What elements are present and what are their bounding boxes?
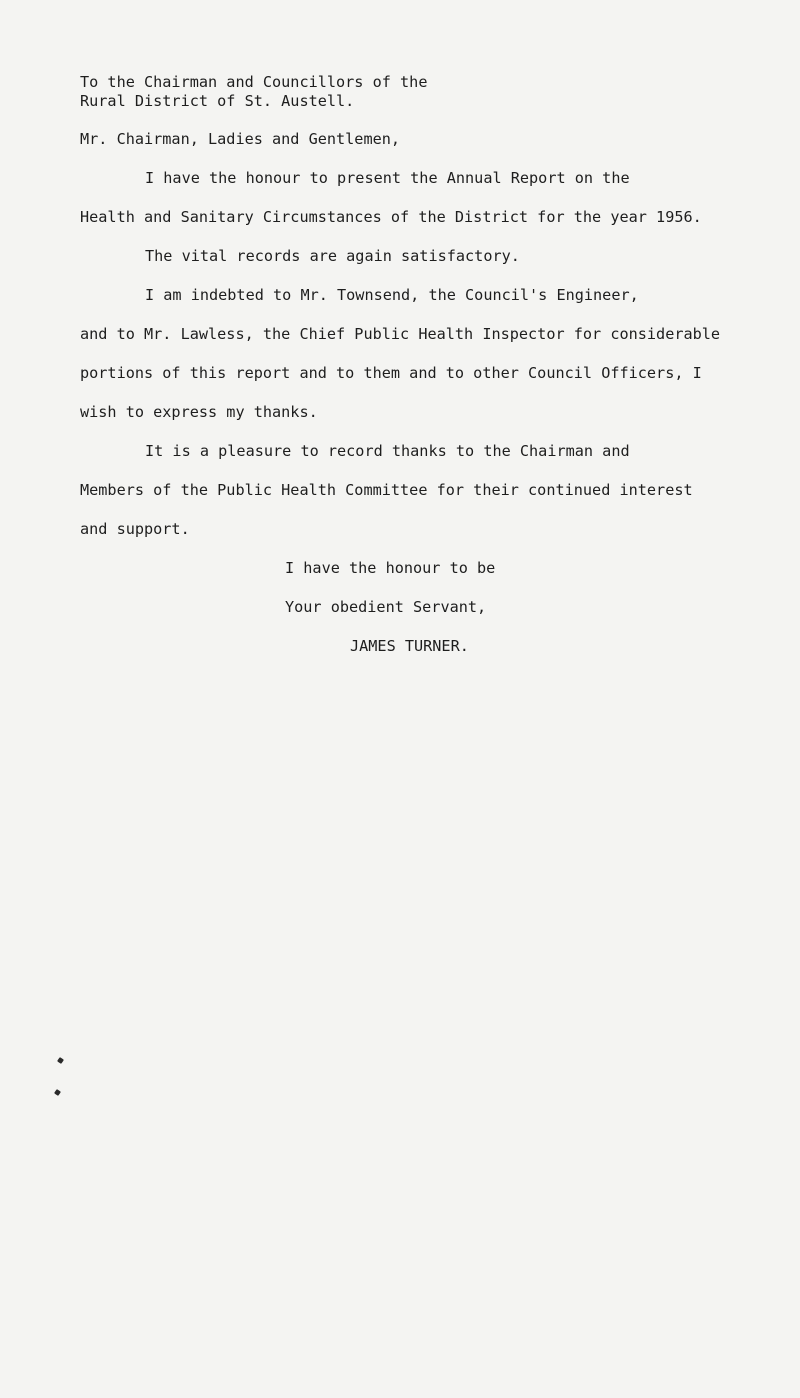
salutation: Mr. Chairman, Ladies and Gentlemen, <box>80 130 401 148</box>
signature: JAMES TURNER. <box>350 637 469 655</box>
scan-speck-1 <box>57 1057 64 1064</box>
paragraph-1-line-2: Health and Sanitary Circumstances of the District for the year 1956. <box>80 208 702 226</box>
paragraph-2-line-1: The vital records are again satisfactory. <box>145 247 520 265</box>
paragraph-3-line-2: and to Mr. Lawless, the Chief Public Health Inspector for considerable <box>80 325 721 343</box>
scan-speck-2 <box>54 1089 61 1096</box>
closing-line-2: Your obedient Servant, <box>285 598 487 616</box>
paragraph-3-line-3: portions of this report and to them and to other Council Officers, I <box>80 364 702 382</box>
address-line-2: Rural District of St. Austell. <box>80 92 355 110</box>
closing-line-1: I have the honour to be <box>285 559 496 577</box>
paragraph-3-line-4: wish to express my thanks. <box>80 403 318 421</box>
paragraph-1-line-1: I have the honour to present the Annual Report on the <box>145 169 630 187</box>
paragraph-4-line-2: Members of the Public Health Committee for their continued interest <box>80 481 693 499</box>
paragraph-4-line-1: It is a pleasure to record thanks to the Chairman and <box>145 442 630 460</box>
paragraph-4-line-3: and support. <box>80 520 190 538</box>
address-line-1: To the Chairman and Councillors of the <box>80 73 428 91</box>
paragraph-3-line-1: I am indebted to Mr. Townsend, the Council's Engineer, <box>145 286 639 304</box>
